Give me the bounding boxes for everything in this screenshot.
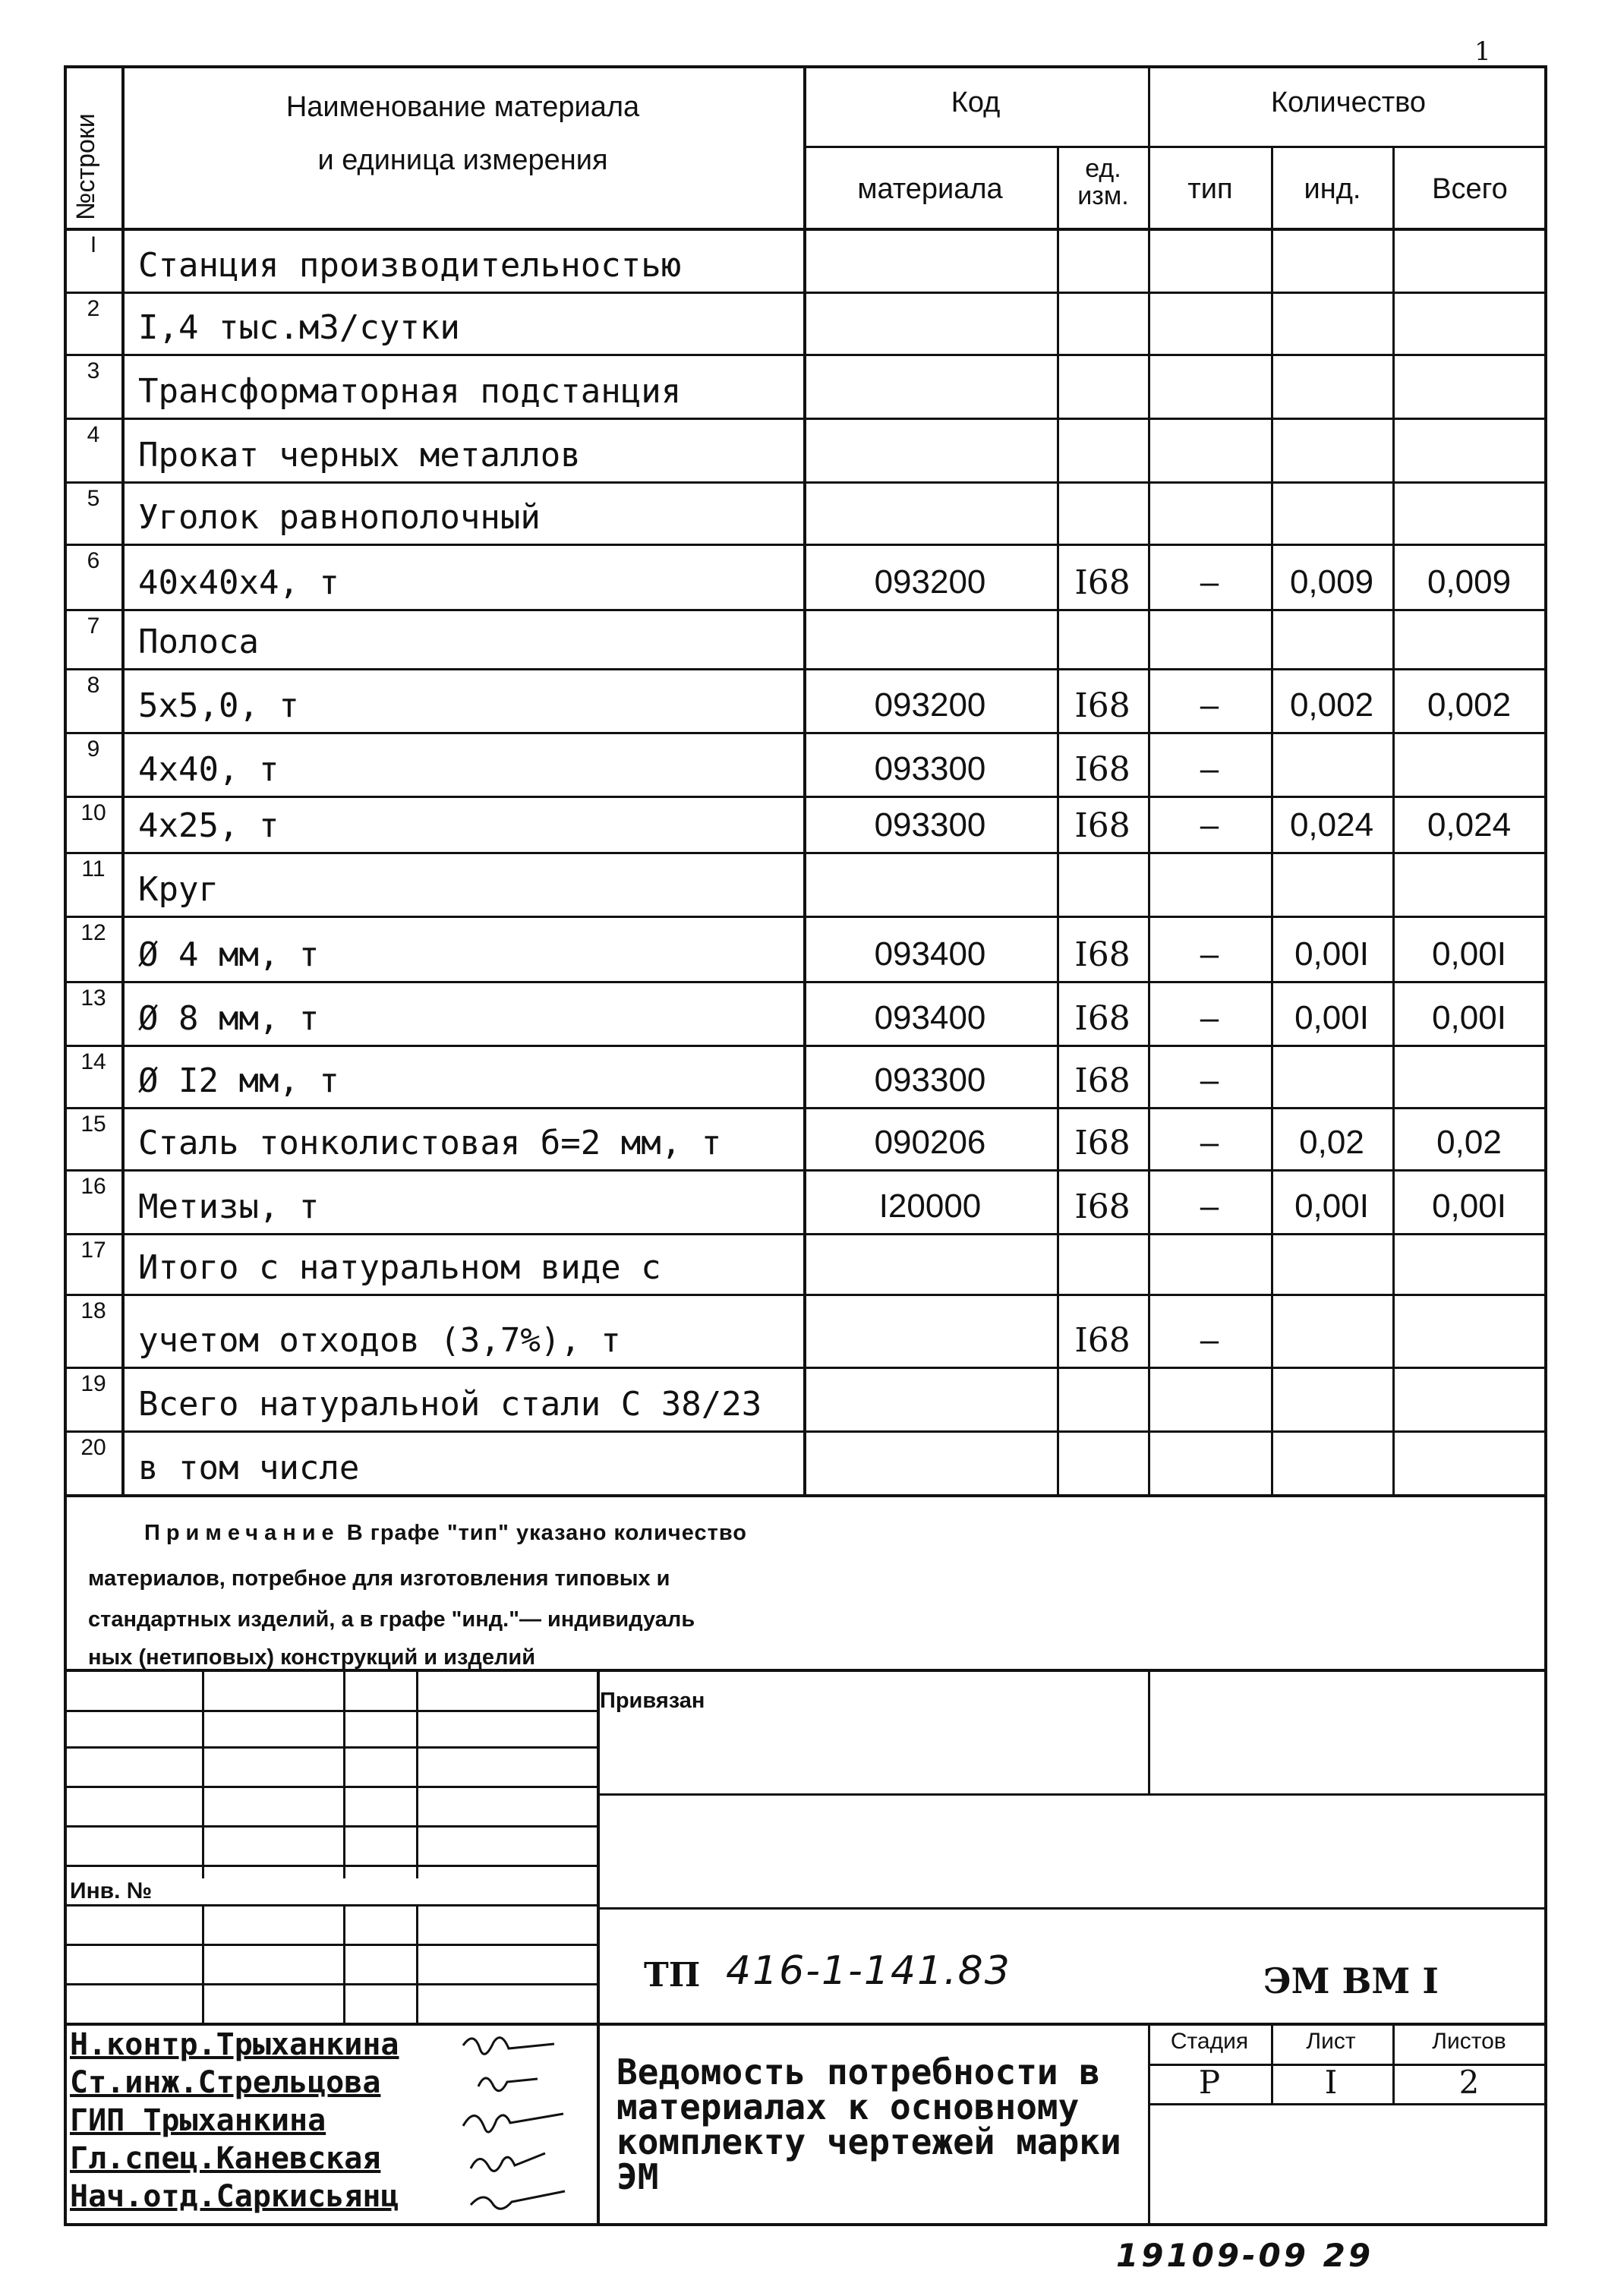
- row-name: Ø 8 мм, т: [138, 999, 320, 1038]
- tb-line: [416, 1669, 418, 1878]
- signature-scribble-1: [463, 2038, 554, 2055]
- row-line: [65, 1367, 1546, 1369]
- row-name: Станция производительностью: [138, 246, 682, 285]
- row-line: [65, 1430, 1546, 1433]
- tb-line: [343, 1669, 345, 1878]
- row-name: Прокат черных металлов: [138, 436, 581, 475]
- row-number: 16: [80, 1174, 106, 1199]
- row-number: 13: [80, 986, 106, 1011]
- handwritten-signatures: [456, 2020, 585, 2217]
- row-number: 3: [87, 358, 100, 383]
- row-line: [65, 354, 1546, 356]
- row-name: Метизы, т: [138, 1187, 320, 1226]
- row-number: 2: [87, 296, 100, 321]
- tb-line: [597, 1793, 1546, 1796]
- row-name: Уголок равнополочный: [138, 498, 541, 537]
- sheets-value: 2: [1458, 2064, 1480, 2101]
- tb-line: [65, 1904, 597, 1906]
- unit-header-line1: ед.: [1085, 154, 1121, 183]
- row-type: –: [1200, 1187, 1219, 1225]
- row-name: I,4 тыс.м3/сутки: [138, 308, 460, 347]
- row-material-code: 093400: [874, 935, 986, 973]
- row-total: 0,024: [1427, 806, 1512, 844]
- note-line1: [144, 1521, 747, 1546]
- row-number: 20: [80, 1435, 106, 1460]
- tb-line: [202, 1669, 204, 1878]
- tb-line: [1148, 2103, 1546, 2105]
- row-ind: 0,009: [1289, 563, 1374, 601]
- row-total: 0,009: [1427, 563, 1512, 601]
- row-number: 12: [80, 920, 106, 945]
- row-unit-code: I68: [1074, 1321, 1130, 1360]
- doc-code-handwritten: 416-1-141.83: [726, 1948, 1011, 1994]
- row-unit-code: I68: [1074, 1124, 1130, 1162]
- tb-line: [597, 1907, 1546, 1910]
- row-number: 15: [80, 1112, 106, 1137]
- row-unit-code: I68: [1074, 563, 1130, 602]
- sheet-value: I: [1324, 2064, 1338, 2101]
- row-unit-code: I68: [1074, 1187, 1130, 1226]
- row-name: Ø 4 мм, т: [138, 935, 320, 974]
- row-number-header-label: №строки: [71, 113, 100, 220]
- row-number: 7: [87, 613, 100, 639]
- tb-line: [202, 1904, 204, 2023]
- row-type: –: [1200, 1321, 1219, 1358]
- row-number: I: [90, 232, 97, 257]
- row-name: учетом отходов (3,7%), т: [138, 1321, 621, 1360]
- row-name: Итого с натуральном виде с: [138, 1248, 661, 1287]
- row-ind: 0,00I: [1294, 1187, 1369, 1225]
- row-type: –: [1200, 999, 1219, 1036]
- row-line: [65, 1107, 1546, 1109]
- row-ind: 0,002: [1289, 686, 1374, 724]
- header-divider: [803, 146, 1546, 148]
- row-ind: 0,00I: [1294, 999, 1369, 1036]
- row-material-code: 093300: [874, 1061, 986, 1099]
- row-line: [65, 544, 1546, 546]
- row-type: –: [1200, 750, 1219, 787]
- tb-main-divider: [597, 1669, 600, 2226]
- note-line3: стандартных изделий, а в графе "инд."— индивидуаль: [88, 1607, 695, 1632]
- stage-value: Р: [1198, 2064, 1221, 2101]
- inventory-number-label: Инв. №: [70, 1878, 153, 1903]
- row-name: 40х40х4, т: [138, 563, 339, 602]
- code-header: Код: [951, 87, 1001, 118]
- row-line: [65, 609, 1546, 611]
- column-line-number: [121, 68, 125, 1494]
- signature-scribble-4: [471, 2153, 545, 2171]
- row-line: [65, 981, 1546, 983]
- row-number: 14: [80, 1049, 106, 1074]
- row-total: 0,00I: [1432, 935, 1506, 973]
- row-name: Полоса: [138, 623, 259, 661]
- signature-scribble-2: [478, 2078, 538, 2091]
- tb-line: [1148, 1669, 1150, 1793]
- row-line: [65, 1494, 1546, 1497]
- tb-line: [65, 1746, 597, 1749]
- note-prefix: Примечание: [144, 1521, 340, 1545]
- signature-n-contr: Н.контр.Трыханкина: [70, 2027, 399, 2062]
- row-name: Всего натуральной стали С 38/23: [138, 1385, 762, 1424]
- row-total: 0,02: [1436, 1124, 1502, 1161]
- row-name: Круг: [138, 870, 219, 909]
- row-ind: 0,024: [1289, 806, 1374, 844]
- name-header-line1: Наименование материала: [285, 91, 640, 123]
- row-name: 4х25, т: [138, 806, 279, 845]
- row-ind: 0,00I: [1294, 935, 1369, 973]
- material-code-header: материала: [857, 173, 1003, 205]
- row-total: 0,00I: [1432, 999, 1506, 1036]
- signature-st-inzh: Ст.инж.Стрельцова: [70, 2065, 381, 2100]
- archive-number: 19109-09 29: [1116, 2237, 1374, 2274]
- row-total: 0,002: [1427, 686, 1512, 724]
- tb-line: [65, 1865, 597, 1867]
- row-line: [65, 418, 1546, 420]
- row-line: [65, 796, 1546, 798]
- row-number: 11: [81, 856, 106, 882]
- row-type: –: [1200, 1061, 1219, 1099]
- row-line: [65, 481, 1546, 484]
- signature-scribble-3: [463, 2114, 563, 2132]
- tb-line: [343, 1904, 345, 2023]
- signature-list: [70, 2027, 399, 2217]
- row-number: 5: [87, 486, 100, 511]
- sheet-label: Лист: [1306, 2029, 1356, 2054]
- tb-line: [65, 2023, 1546, 2026]
- row-number: 10: [80, 800, 106, 825]
- row-ind: 0,02: [1299, 1124, 1364, 1161]
- row-number: 17: [80, 1238, 106, 1263]
- total-header: Всего: [1432, 173, 1508, 205]
- row-type: –: [1200, 935, 1219, 973]
- row-unit-code: I68: [1074, 999, 1130, 1038]
- signature-gl-spec: Гл.спец.Каневская: [70, 2141, 381, 2176]
- doc-code-prefix: ТП: [644, 1956, 701, 1995]
- signature-scribble-5: [471, 2191, 565, 2209]
- row-line: [65, 668, 1546, 670]
- note-line1-text: В графе "тип" указано количество: [346, 1521, 747, 1545]
- unit-header-line2: изм.: [1077, 181, 1129, 210]
- document-description: Ведомость потребности в материалах к основному комплекту чертежей марки ЭМ: [616, 2052, 1121, 2197]
- row-type: –: [1200, 563, 1219, 601]
- ind-header: инд.: [1304, 173, 1361, 205]
- row-type: –: [1200, 686, 1219, 724]
- privyazan-label: Привязан: [600, 1689, 705, 1713]
- row-number: 18: [80, 1298, 106, 1323]
- row-name: 5х5,0, т: [138, 686, 299, 725]
- row-name: 4х40, т: [138, 750, 279, 789]
- unit-header: [1058, 155, 1148, 210]
- sheets-label: Листов: [1432, 2029, 1506, 2054]
- row-number-header: [65, 68, 121, 228]
- row-unit-code: I68: [1074, 750, 1130, 789]
- signature-nach-otd: Нач.отд.Саркисьянц: [70, 2179, 399, 2214]
- stage-label: Стадия: [1170, 2029, 1249, 2054]
- row-number: 19: [80, 1371, 106, 1396]
- row-material-code: I20000: [878, 1187, 982, 1225]
- row-line: [65, 852, 1546, 854]
- tb-line: [65, 1710, 597, 1712]
- row-unit-code: I68: [1074, 686, 1130, 725]
- row-name: Трансформаторная подстанция: [138, 372, 682, 411]
- row-number: 8: [87, 673, 100, 698]
- note-line2: материалов, потребное для изготовления типовых и: [88, 1566, 670, 1591]
- row-line: [65, 1233, 1546, 1235]
- quantity-header: Количество: [1270, 87, 1427, 118]
- row-type: –: [1200, 1124, 1219, 1161]
- row-material-code: 093200: [874, 563, 986, 601]
- row-number: 4: [87, 422, 100, 447]
- row-unit-code: I68: [1074, 1061, 1130, 1100]
- note-line4: ных (нетиповых) конструкций и изделий: [88, 1645, 536, 1670]
- row-line: [65, 1169, 1546, 1172]
- row-number: 6: [87, 548, 100, 573]
- row-line: [65, 916, 1546, 918]
- name-header-line2: и единица измерения: [317, 144, 608, 176]
- row-material-code: 093300: [874, 750, 986, 787]
- row-type: –: [1200, 806, 1219, 844]
- row-unit-code: I68: [1074, 935, 1130, 974]
- type-header: тип: [1187, 173, 1233, 205]
- row-name: Ø I2 мм, т: [138, 1061, 339, 1100]
- tb-line: [65, 1786, 597, 1788]
- row-name: в том числе: [138, 1449, 360, 1487]
- row-number: 9: [87, 736, 100, 762]
- row-material-code: 093200: [874, 686, 986, 724]
- row-material-code: 090206: [874, 1124, 986, 1161]
- row-total: 0,00I: [1432, 1187, 1506, 1225]
- drawing-mark: ЭМ ВМ I: [1263, 1960, 1439, 2001]
- tb-line: [65, 1983, 597, 1985]
- row-line: [65, 732, 1546, 734]
- row-material-code: 093300: [874, 806, 986, 844]
- row-line: [65, 292, 1546, 294]
- row-line: [65, 1294, 1546, 1296]
- row-name: Сталь тонколистовая б=2 мм, т: [138, 1124, 722, 1162]
- signature-gip: ГИП Трыханкина: [70, 2103, 326, 2138]
- row-line: [65, 1045, 1546, 1047]
- row-unit-code: I68: [1074, 806, 1130, 845]
- row-material-code: 093400: [874, 999, 986, 1036]
- tb-line: [65, 1944, 597, 1946]
- tb-line: [65, 1825, 597, 1828]
- corner-mark: 1: [1474, 36, 1491, 67]
- tb-line: [416, 1904, 418, 2023]
